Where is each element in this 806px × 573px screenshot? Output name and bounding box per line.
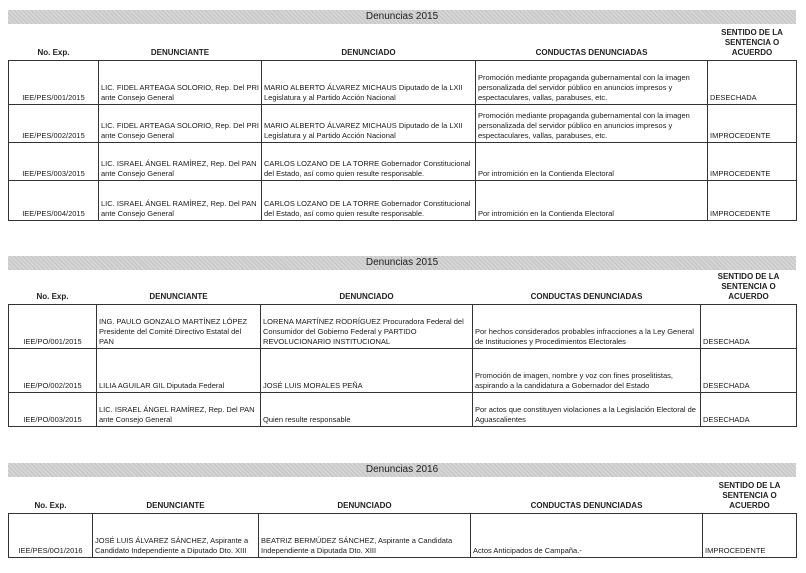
cell-denunciante: JOSÉ LUIS ÁLVAREZ SÁNCHEZ, Aspirante a Candidato Independiente a Diputado Dto. XIII	[93, 513, 259, 557]
table-row	[9, 513, 797, 557]
header-conductas: CONDUCTAS DENUNCIADAS	[530, 291, 643, 301]
header-exp: No. Exp.	[34, 500, 67, 510]
denuncias-table	[8, 477, 797, 558]
cell-conductas: Actos Anticipados de Campaña.-	[471, 513, 703, 557]
header-denunciante: DENUNCIANTE	[150, 47, 210, 57]
header-denunciado: DENUNCIADO	[339, 291, 394, 301]
cell-denunciado: MARIO ALBERTO ÁLVAREZ MICHAUS Diputado de la LXII Legislatura y al Partido Acción Nacional	[262, 60, 476, 104]
cell-exp: IEE/PO/002/2015	[9, 348, 97, 392]
section-title: Denuncias 2015	[8, 10, 796, 24]
table-row	[9, 180, 797, 220]
table-row	[9, 392, 797, 426]
cell-denunciado: CARLOS LOZANO DE LA TORRE Gobernador Constitucional del Estado, así como quien resulte responsable.	[262, 180, 476, 220]
cell-conductas: Promoción mediante propaganda gubernamental con la imagen personalizada del servidor público en anuncios impresos y espectaculares, vallas, parabuses, etc.	[476, 60, 708, 104]
table-row	[9, 60, 797, 104]
section-title: Denuncias 2015	[8, 256, 796, 270]
cell-denunciante: LIC. FIDEL ARTEAGA SOLORIO, Rep. Del PRI ante Consejo General	[99, 60, 262, 104]
section-denuncias-2015-pes	[8, 10, 796, 221]
cell-conductas: Promoción de imagen, nombre y voz con fines proselitistas, aspirando a la candidatura a Gobernador del Estado	[473, 348, 701, 392]
cell-sentido: DESECHADA	[701, 304, 797, 348]
table-row	[9, 142, 797, 180]
cell-conductas: Por intromición en la Contienda Electoral	[476, 142, 708, 180]
cell-sentido: DESECHADA	[701, 392, 797, 426]
cell-conductas: Promoción mediante propaganda gubernamental con la imagen personalizada del servidor público en anuncios impresos y espectaculares, vallas, parabuses, etc.	[476, 104, 708, 142]
cell-denunciante: LIC. ISRAEL ÁNGEL RAMÍREZ, Rep. Del PAN ante Consejo General	[99, 142, 262, 180]
table-row	[9, 348, 797, 392]
cell-conductas: Por hechos considerados probables infracciones a la Ley General de Instituciones y Procedimientos Electorales	[473, 304, 701, 348]
cell-denunciante: LIC. FIDEL ARTEAGA SOLORIO, Rep. Del PRI ante Consejo General	[99, 104, 262, 142]
header-sentido: SENTIDO DE LA SENTENCIA O ACUERDO	[718, 480, 781, 510]
section-title: Denuncias 2016	[8, 463, 796, 477]
cell-denunciante: LILIA AGUILAR GIL Diputada Federal	[97, 348, 261, 392]
cell-sentido: IMPROCEDENTE	[708, 180, 797, 220]
header-row	[9, 477, 797, 513]
header-row	[9, 24, 797, 60]
header-denunciante: DENUNCIANTE	[146, 500, 205, 510]
section-denuncias-2015-po	[8, 256, 796, 427]
cell-denunciante: LIC. ISRAEL ÁNGEL RAMÍREZ, Rep. Del PAN ante Consejo General	[97, 392, 261, 426]
cell-denunciado: JOSÉ LUIS MORALES PEÑA	[261, 348, 473, 392]
cell-conductas: Por actos que constituyen violaciones a la Legislación Electoral de Aguascalientes	[473, 392, 701, 426]
cell-exp: IEE/PES/004/2015	[9, 180, 99, 220]
cell-sentido: IMPROCEDENTE	[708, 142, 797, 180]
header-exp: No. Exp.	[36, 291, 69, 301]
cell-sentido: DESECHADA	[701, 348, 797, 392]
header-sentido: SENTIDO DE LA SENTENCIA O ACUERDO	[721, 27, 783, 57]
header-row	[9, 270, 797, 304]
denuncias-table	[8, 24, 797, 221]
cell-sentido: IMPROCEDENTE	[708, 104, 797, 142]
cell-denunciado: CARLOS LOZANO DE LA TORRE Gobernador Constitucional del Estado, así como quien resulte responsable.	[262, 142, 476, 180]
header-denunciante: DENUNCIANTE	[149, 291, 208, 301]
cell-denunciante: ING. PAULO GONZALO MARTÍNEZ LÓPEZ Presidente del Comité Directivo Estatal del PAN	[97, 304, 261, 348]
table-row	[9, 304, 797, 348]
table-row	[9, 104, 797, 142]
header-sentido: SENTIDO DE LA SENTENCIA O ACUERDO	[717, 271, 780, 301]
cell-denunciado: MARIO ALBERTO ÁLVAREZ MICHAUS Diputado de la LXII Legislatura y al Partido Acción Nacional	[262, 104, 476, 142]
cell-denunciado: Quien resulte responsable	[261, 392, 473, 426]
cell-exp: IEE/PES/003/2015	[9, 142, 99, 180]
header-denunciado: DENUNCIADO	[337, 500, 392, 510]
cell-exp: IEE/PO/003/2015	[9, 392, 97, 426]
cell-exp: IEE/PES/002/2015	[9, 104, 99, 142]
cell-exp: IEE/PO/001/2015	[9, 304, 97, 348]
cell-exp: IEE/PES/001/2015	[9, 60, 99, 104]
cell-denunciado: LORENA MARTÍNEZ RODRÍGUEZ Procuradora Federal del Consumidor del Gobierno Federal y PARTIDO REVOLUCIONARIO INSTITUCIONAL	[261, 304, 473, 348]
cell-sentido: IMPROCEDENTE	[703, 513, 797, 557]
cell-denunciante: LIC. ISRAEL ÁNGEL RAMÍREZ, Rep. Del PAN ante Consejo General	[99, 180, 262, 220]
header-conductas: CONDUCTAS DENUNCIADAS	[535, 47, 648, 57]
cell-sentido: DESECHADA	[708, 60, 797, 104]
section-denuncias-2016	[8, 463, 796, 558]
cell-denunciado: BEATRIZ BERMÚDEZ SÁNCHEZ, Aspirante a Candidata Independiente a Diputada Dto. XIII	[259, 513, 471, 557]
header-exp: No. Exp.	[37, 47, 70, 57]
header-denunciado: DENUNCIADO	[341, 47, 396, 57]
cell-conductas: Por intromición en la Contienda Electoral	[476, 180, 708, 220]
header-conductas: CONDUCTAS DENUNCIADAS	[530, 500, 643, 510]
cell-exp: IEE/PES/0O1/2016	[9, 513, 93, 557]
denuncias-table	[8, 270, 797, 427]
